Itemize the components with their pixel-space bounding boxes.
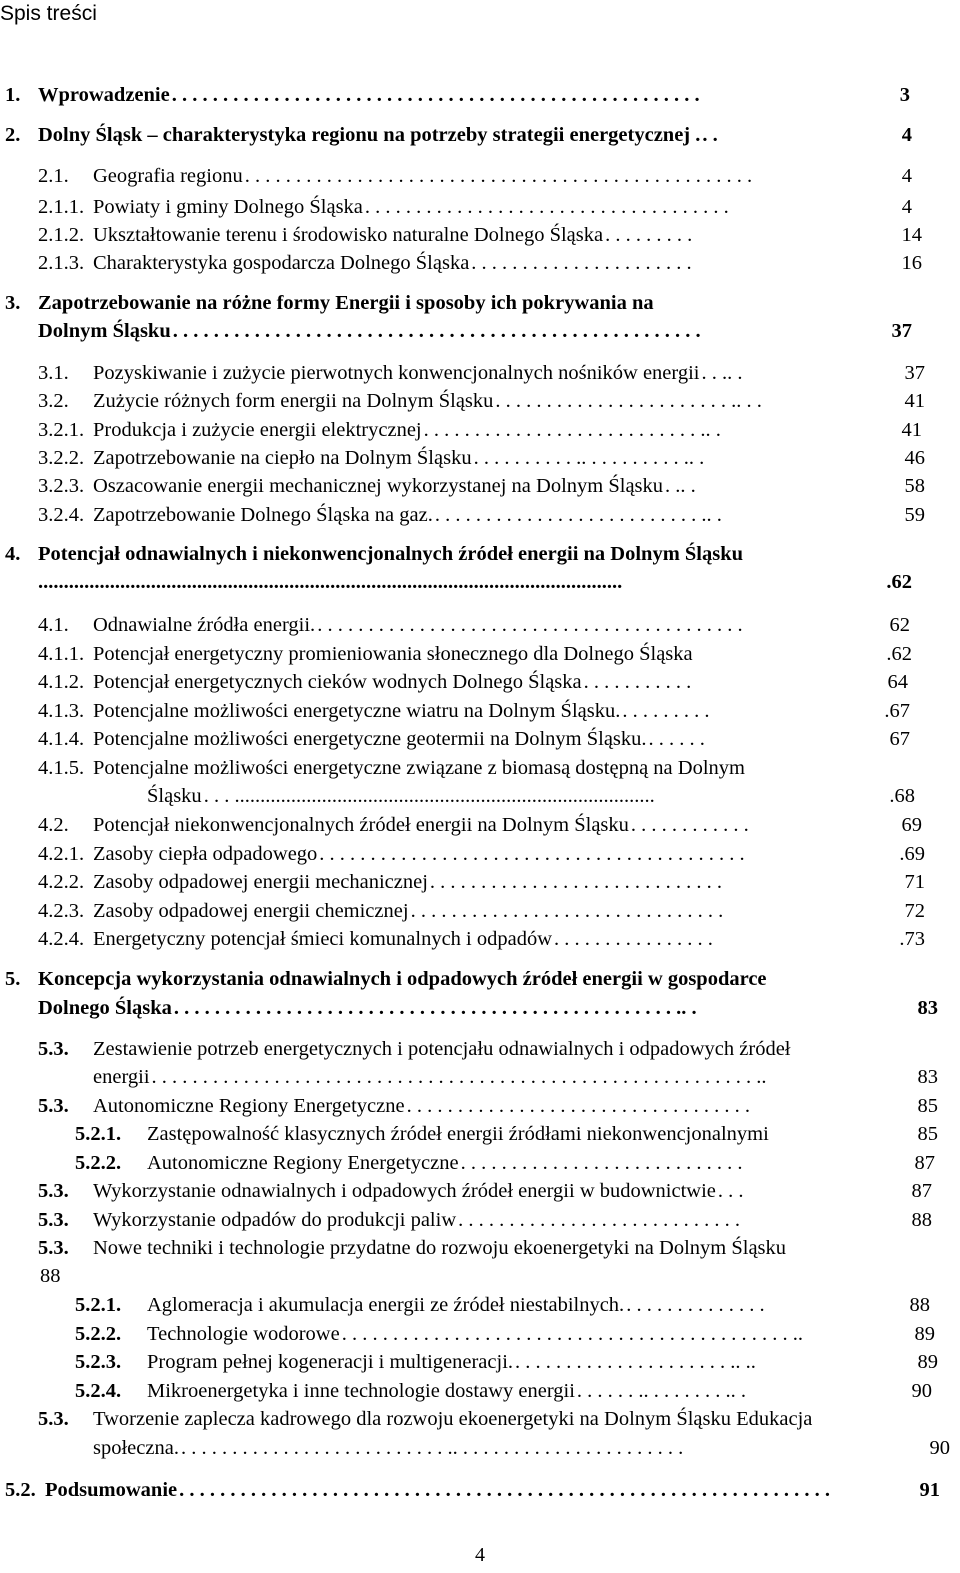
toc-entry-title: Potencjalne możliwości energetyczne wiatru na Dolnym Śląsku. [93,700,621,722]
toc-entry-leader: . . . . . . . . . . . . . . . . . . . . . . . . . . . . . . . . . . . . . . . . . . . . . . . . . . . . [172,320,701,342]
toc-entry-title: Koncepcja wykorzystania odnawialnych i odpadowych źródeł energii w gospodarce [38,968,767,990]
toc-entry-leader: . . . . . . . . . . . . . . . . . . . . . . . . . . . . . . . . . . . . . . . . . . . . . . . . . . [244,165,753,187]
toc-entry-title: energii [93,1066,150,1088]
toc-entry-leader: . . . . . . . . . . .. . . . . . . . . . .. . [473,447,705,469]
toc-entry[interactable] [0,194,960,222]
toc-entry[interactable] [0,502,960,530]
toc-entry-number: 2.1. [38,165,69,187]
toc-entry[interactable] [0,1207,960,1235]
toc-entry-page: 4 [901,124,912,146]
toc-entry-page: 16 [901,252,922,274]
toc-entry[interactable] [0,1349,960,1377]
toc-entry[interactable] [0,290,960,318]
toc-entry-leader: . . . . . . . . . . . . . . . . . . . . . . . . . . . . . . . . . . . . . . . . . . . . . . . . . . . . . . . . . . . .. [151,1066,767,1088]
toc-entry-title: Zapotrzebowanie na różne formy Energii i sposoby ich pokrywania na [38,292,654,314]
toc-entry[interactable] [0,898,960,926]
toc-entry-page: 83 [917,1066,938,1088]
toc-entry-title: Odnawialne źródła energii. [93,614,316,636]
toc-entry-page: 85 [917,1095,938,1117]
toc-entry[interactable] [0,541,960,569]
toc-entry[interactable] [0,1064,960,1092]
toc-entry-title: Geografia regionu [93,165,243,187]
toc-entry-leader: . . . . . . . . . . . . . . . . . . . . . .. .. [515,1351,756,1373]
toc-entry-number: 3.2.3. [38,475,85,497]
toc-entry-title: Dolny Śląsk – charakterystyka regionu na potrzeby strategii energetycznej . [38,124,701,146]
toc-entry-leader: .................................................................................................................. [38,571,623,593]
toc-entry-page: 59 [904,504,925,526]
toc-entry-page: 14 [901,224,922,246]
toc-entry-leader: . . . . . . . . . . . . [630,814,749,836]
toc-entry-title: Autonomiczne Regiony Energetyczne [147,1152,459,1174]
toc-entry-leader: . . .. . [701,362,743,384]
toc-entry-page: 88 [911,1209,932,1231]
toc-entry-number: 5.3. [38,1180,69,1202]
toc-entry-title: Produkcja i zużycie energii elektrycznej [93,419,422,441]
toc-entry[interactable] [0,1435,960,1463]
toc-entry-title: Energetyczny potencjał śmieci komunalnych i odpadów [93,928,553,950]
toc-entry-title: Dolnego Śląska [38,997,172,1019]
toc-entry-number: 2. [5,124,21,146]
toc-entry-number: 2.1.1. [38,196,85,218]
toc-entry-page: 71 [904,871,925,893]
toc-entry[interactable] [0,1292,960,1320]
toc-entry-leader: . . . . . . . . . . . . . . . . . . . . . . . . . . . . . [429,871,723,893]
toc-entry-number: 4.2. [38,814,69,836]
toc-entry-number: 3.2. [38,390,69,412]
toc-entry-number: 4. [5,543,21,565]
toc-entry-leader: . . . . . . . . . [622,700,710,722]
toc-entry-title: Wykorzystanie odnawialnych i odpadowych źródeł energii w budownictwie [93,1180,716,1202]
toc-entry-page: 46 [904,447,925,469]
toc-entry-number: 5.2.4. [75,1380,122,1402]
toc-entry-leader: . . . . . . . . . . . . . . . . . . . . . . . . . . . . . . . . . . . . . . . . . . . . . . . . . . . . [171,84,700,106]
toc-entry-number: 5.2. [5,1479,36,1501]
toc-entry-number: 3.2.4. [38,504,85,526]
toc-entry-page: 88 [909,1294,930,1316]
toc-entry[interactable] [0,1235,960,1263]
toc-entry-title: Charakterystyka gospodarcza Dolnego Śląska [93,252,470,274]
toc-entry-leader: . . . . . . . . . . . . . . [626,1294,765,1316]
toc-entry-leader: . . . . . . . . . . . . . . . . . . . . . . . . . . . .. . [423,419,721,441]
toc-entry-title: Zużycie różnych form energii na Dolnym Śląsku [93,390,494,412]
toc-entry-number: 3.1. [38,362,69,384]
toc-entry-page: 85 [917,1123,938,1145]
toc-entry-title: Zapotrzebowanie na ciepło na Dolnym Śląsku [93,447,472,469]
toc-entry-number: 5.3. [38,1237,69,1259]
toc-entry-title: Zastępowalność klasycznych źródeł energii źródłami niekonwencjonalnymi [147,1123,769,1145]
toc-entry-number: 5.3. [38,1095,69,1117]
toc-entry-title: Potencjalne możliwości energetyczne związane z biomasą dostępną na Dolnym [93,757,745,779]
toc-entry-page: .62 [886,643,912,665]
toc-entry-number: 5.2.2. [75,1152,122,1174]
toc-entry-title: Potencjalne możliwości energetyczne geotermii na Dolnym Śląsku. [93,728,647,750]
toc-entry[interactable] [0,417,960,445]
toc-entry-number: 5.2.1. [75,1294,122,1316]
toc-entry-title: Potencjał odnawialnych i niekonwencjonalnych źródeł energii na Dolnym Śląsku [38,543,744,565]
toc-entry-page: .69 [899,843,925,865]
toc-entry-leader: . . . . . . . . . . . . . . . . . . . . . . [471,252,692,274]
toc-entry-title: Zasoby ciepła odpadowego [93,843,318,865]
toc-entry-leader: . . [702,124,718,146]
toc-entry-title: Pozyskiwanie i zużycie pierwotnych konwencjonalnych nośników energii [93,362,700,384]
toc-entry-title: 88 [40,1265,61,1287]
toc-entry-leader: . . . . . . . . . . . . . . . . . . . . . . . . . . . . . . . . . . . . . . . . . . . . .. [341,1323,803,1345]
toc-entry-number: 5.3. [38,1038,69,1060]
toc-entry[interactable] [0,995,960,1023]
toc-entry-page: 87 [911,1180,932,1202]
toc-entry-title: Potencjał energetyczny promieniowania słonecznego dla Dolnego Śląska [93,643,693,665]
toc-entry-leader: . . . . . . . . . . . . . . . . . . . . . . . . . . .. . [434,504,722,526]
toc-entry-number: 5. [5,968,21,990]
toc-entry-title: Program pełnej kogeneracji i multigeneracji. [147,1351,514,1373]
toc-entry-title: Dolnym Śląsku [38,320,171,342]
toc-entry-number: 5.2.1. [75,1123,122,1145]
toc-entry-page: 89 [917,1351,938,1373]
toc-entry-leader: . . . . . . . . . . . . . . . . . . . . . . . . . . . . . . . . . . . . . . . . . . . . . . . . . . . . . . . . . . . . . . . . [179,1479,831,1501]
toc-entry-number: 4.1.5. [38,757,85,779]
toc-entry[interactable] [0,726,960,754]
toc-entry-page: 37 [891,320,912,342]
toc-entry[interactable] [0,445,960,473]
toc-entry-leader: . . . . . . . . . . . . . . . . . . . . . . . . . . . . . . . . . . . . . . . . . . [317,614,743,636]
toc-entry-title: Wprowadzenie [38,84,170,106]
toc-entry-leader: . . . . . . . . . . . . . . . . . . . . . . . . . . . . . . . . . . . . . . . . . . . . . . . . . .. . [173,997,697,1019]
toc-entry-page: 37 [904,362,925,384]
toc-entry-number: 4.2.4. [38,928,85,950]
toc-entry-page: 58 [904,475,925,497]
toc-entry-leader: . . . . . . . . . . . . . . . . . . . . . . . . . . . . . . . . . . [406,1095,750,1117]
toc-entry[interactable] [0,318,960,346]
toc-entry[interactable] [0,612,960,640]
toc-entry-page: 3 [899,84,910,106]
toc-entry[interactable] [0,812,960,840]
toc-entry-number: 2.1.2. [38,224,85,246]
toc-entry-leader: . .. . [665,475,696,497]
toc-entry[interactable] [0,783,960,811]
toc-entry-page: 4 [901,165,912,187]
toc-entry-number: 4.1.4. [38,728,85,750]
page-title: Spis treści [0,2,97,25]
toc-entry-page: 62 [889,614,910,636]
toc-entry-title: Tworzenie zaplecza kadrowego dla rozwoju ekoenergetyki na Dolnym Śląsku Edukacja [93,1408,813,1430]
toc-entry-leader: . . . . . . . . . . . . . . . . . . . . . . . . . . . . [460,1152,743,1174]
toc-entry-title: Aglomeracja i akumulacja energii ze źródeł niestabilnych. [147,1294,625,1316]
toc-entry[interactable] [0,966,960,994]
toc-entry-title: Mikroenergetyka i inne technologie dostawy energii [147,1380,575,1402]
toc-entry-page: .67 [884,700,910,722]
toc-entry[interactable] [0,1178,960,1206]
toc-entry[interactable] [0,841,960,869]
toc-entry-number: 4.2.2. [38,871,85,893]
toc-entry-leader: . . . . . . . . . . . . . . . . [554,928,713,950]
toc-entry-page: 91 [919,1479,940,1501]
toc-entry-title: Podsumowanie [45,1479,178,1501]
toc-entry[interactable] [0,641,960,669]
toc-entry-number: 4.1.3. [38,700,85,722]
toc-entry-number: 3.2.2. [38,447,85,469]
toc-entry[interactable] [0,1093,960,1121]
toc-entry-page: 89 [914,1323,935,1345]
toc-entry[interactable] [0,1477,960,1505]
toc-entry-page: .73 [899,928,925,950]
toc-entry[interactable] [0,1378,960,1406]
toc-entry[interactable] [0,163,960,191]
toc-entry-title: Zasoby odpadowej energii chemicznej [93,900,409,922]
toc-entry-title: Autonomiczne Regiony Energetyczne [93,1095,405,1117]
toc-entry-number: 3.2.1. [38,419,85,441]
toc-entry-page: .68 [889,785,915,807]
toc-entry-leader: . . . . . . . . . . . . . . . . . . . . . . . . . . .. . . . . . . . . . . . . . . . . . . . . . . [180,1437,684,1459]
toc-entry-page: 69 [901,814,922,836]
toc-entry[interactable] [0,1263,960,1291]
toc-entry-leader: . . . . . . . . . . . . . . . . . . . . . . . . . . . . . . . . . . . . . . . . . . [319,843,745,865]
toc-entry-title: Potencjał energetycznych cieków wodnych Dolnego Śląska [93,671,582,693]
toc-entry[interactable] [0,755,960,783]
toc-entry-title: Zestawienie potrzeb energetycznych i potencjału odnawialnych i odpadowych źródeł [93,1038,791,1060]
toc-entry-leader: . . . . . . . . . . . [583,671,692,693]
toc-entry[interactable] [0,1036,960,1064]
toc-entry-page: 90 [911,1380,932,1402]
toc-entry-title: Zasoby odpadowej energii mechanicznej [93,871,428,893]
toc-entry-title: społeczna. [93,1437,179,1459]
toc-entry[interactable] [0,82,960,110]
toc-entry-leader: . . . . . . . . . . . . . . . . . . . . . . . .. . . [495,390,762,412]
toc-entry[interactable] [0,222,960,250]
toc-entry[interactable] [0,926,960,954]
toc-entry-number: 1. [5,84,21,106]
toc-entry-number: 5.3. [38,1408,69,1430]
toc-entry[interactable] [0,1150,960,1178]
toc-entry-page: 90 [929,1437,950,1459]
toc-entry[interactable] [0,388,960,416]
toc-entry-leader: . . . . . . [648,728,705,750]
toc-entry-number: 4.2.1. [38,843,85,865]
toc-entry[interactable] [0,1321,960,1349]
toc-entry-title: Zapotrzebowanie Dolnego Śląska na gaz. [93,504,433,526]
toc-entry-page: 41 [904,390,925,412]
toc-entry[interactable] [0,250,960,278]
toc-entry[interactable] [0,473,960,501]
toc-entry-leader: . . . . . . . . . . . . . . . . . . . . . . . . . . . . . . . [410,900,724,922]
toc-entry-number: 5.2.3. [75,1351,122,1373]
toc-entry[interactable] [0,1121,960,1149]
toc-entry-number: 5.3. [38,1209,69,1231]
toc-entry-title: Technologie wodorowe [147,1323,340,1345]
toc-entry-title: Potencjał niekonwencjonalnych źródeł energii na Dolnym Śląsku [93,814,629,836]
toc-entry-title: Wykorzystanie odpadów do produkcji paliw [93,1209,457,1231]
toc-entry[interactable] [0,569,960,597]
toc-entry[interactable] [0,669,960,697]
toc-entry-page: 67 [889,728,910,750]
toc-entry-title: Ukształtowanie terenu i środowisko naturalne Dolnego Śląska [93,224,604,246]
toc-entry-page: .62 [886,571,912,593]
toc-entry[interactable] [0,122,960,150]
toc-entry-leader: . . . . . . .. . . . . . . . .. . [576,1380,747,1402]
toc-entry-leader: . . . .................................................................................. [203,785,655,807]
toc-entry-number: 4.1.1. [38,643,85,665]
toc-entry-page: 4 [901,196,912,218]
toc-entry[interactable] [0,1406,960,1434]
toc-entry-number: 5.2.2. [75,1323,122,1345]
toc-entry-leader: . . . . . . . . . . . . . . . . . . . . . . . . . . . . [458,1209,740,1231]
toc-entry-leader: . . . . . . . . . [605,224,693,246]
toc-entry[interactable] [0,360,960,388]
toc-entry-title: Oszacowanie energii mechanicznej wykorzystanej na Dolnym Śląsku [93,475,664,497]
toc-entry-leader: . . . [717,1180,744,1202]
toc-entry-leader: . . . . . . . . . . . . . . . . . . . . . . . . . . . . . . . . . . . . [364,196,729,218]
toc-entry-number: 4.1. [38,614,69,636]
toc-entry-number: 4.1.2. [38,671,85,693]
toc-entry-page: 41 [901,419,922,441]
toc-entry-page: 83 [917,997,938,1019]
toc-entry-title: Śląsku [147,785,202,807]
toc-entry-page: 87 [914,1152,935,1174]
toc-entry-number: 4.2.3. [38,900,85,922]
toc-entry-title: Nowe techniki i technologie przydatne do rozwoju ekoenergetyki na Dolnym Śląsku [93,1237,787,1259]
page-number: 4 [475,1544,485,1566]
toc-entry-page: 72 [904,900,925,922]
toc-entry-title: Powiaty i gminy Dolnego Śląska [93,196,363,218]
toc-entry[interactable] [0,869,960,897]
toc-entry-page: 64 [887,671,908,693]
toc-entry-number: 3. [5,292,21,314]
toc-entry-number: 2.1.3. [38,252,85,274]
toc-entry[interactable] [0,698,960,726]
